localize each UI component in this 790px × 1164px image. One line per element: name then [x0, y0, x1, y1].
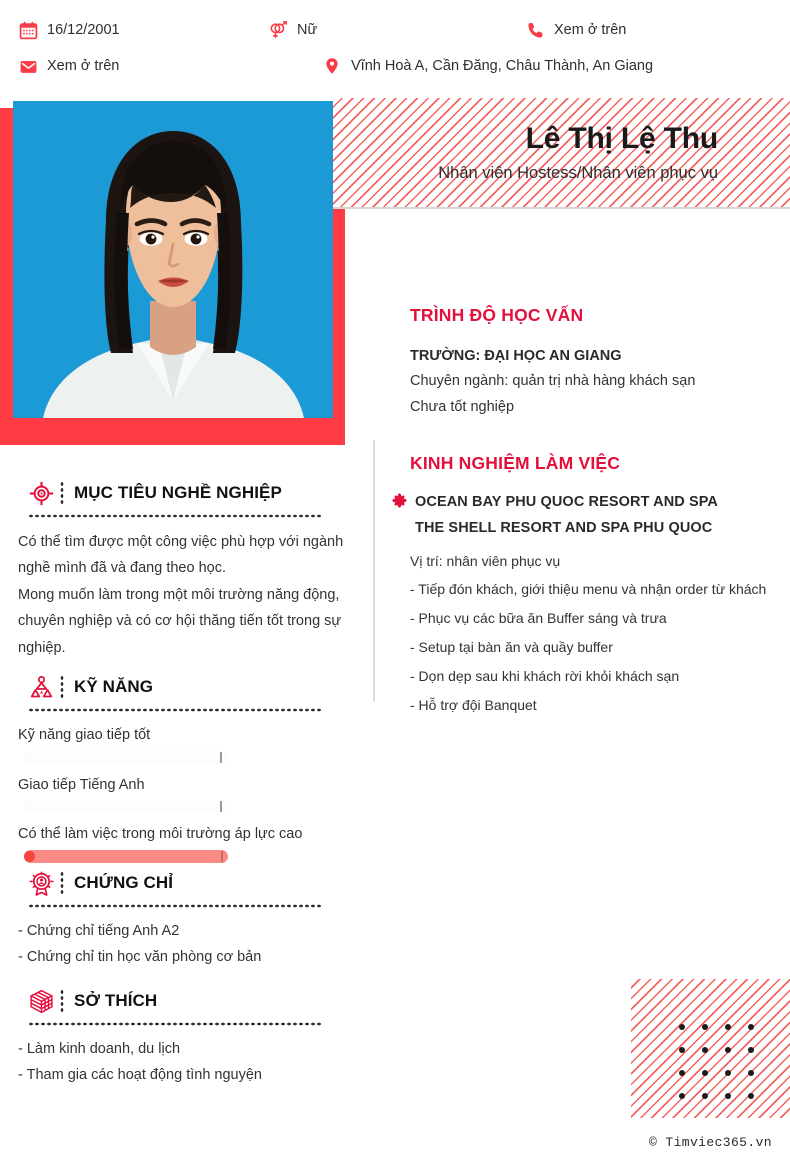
- experience-bullet: - Tiếp đón khách, giới thiệu menu và nhận order từ khách: [410, 581, 767, 598]
- certificates-heading: [18, 868, 348, 908]
- target-icon: [28, 480, 54, 506]
- experience-bullet: - Phục vụ các bữa ăn Buffer sáng và trưa: [410, 610, 667, 626]
- experience-position: Vị trí: nhân viên phục vụ: [410, 552, 561, 569]
- skill-label: Kỹ năng giao tiếp tốt: [18, 727, 151, 743]
- hobby-item: - Làm kinh doanh, du lịch: [18, 1041, 181, 1057]
- heading-dot-separator: [60, 481, 64, 506]
- heading-dotted-rule: [28, 708, 323, 712]
- experience-bullet: - Dọn dẹp sau khi khách rời khỏi khách sạn: [410, 667, 680, 684]
- heading-dot-separator: [60, 871, 64, 896]
- experience-bullet-list: [410, 577, 780, 718]
- education-status: Chưa tốt nghiệp: [410, 398, 515, 415]
- skill-progress-bar: [24, 850, 228, 863]
- certificate-item: - Chứng chỉ tiếng Anh A2: [18, 923, 180, 939]
- footer-dot-grid: [679, 1024, 755, 1100]
- education-major: Chuyên ngành: quản trị nhà hàng khách sạn: [410, 373, 696, 390]
- gender-icon: [268, 20, 288, 40]
- skills-title: KỸ NĂNG: [74, 677, 154, 696]
- objective-paragraph: Có thể tìm được một công việc phù hợp với ngành nghề mình đã và đang theo học.: [18, 534, 344, 577]
- location-icon: [322, 56, 342, 76]
- heading-dot-separator: [60, 989, 64, 1014]
- contact-address: [322, 56, 653, 76]
- hobbies-title: SỞ THÍCH: [74, 991, 158, 1010]
- skills-list: [18, 723, 348, 863]
- experience-bullet: - Hỗ trợ đội Banquet: [410, 696, 537, 713]
- skill-item: [18, 822, 348, 863]
- heading-dotted-rule: [28, 904, 323, 908]
- contact-dob-value: 16/12/2001: [47, 22, 120, 38]
- header-divider: [333, 207, 790, 209]
- education-school: TRƯỜNG: ĐẠI HỌC AN GIANG: [410, 348, 622, 364]
- flower-bullet-icon: [392, 493, 407, 513]
- experience-company-line-1: OCEAN BAY PHU QUOC RESORT AND SPA: [415, 494, 719, 510]
- avatar: [13, 101, 332, 418]
- contact-gender: [268, 20, 317, 40]
- section-hobbies: [18, 986, 348, 1089]
- section-experience: [410, 453, 780, 718]
- skill-progress-bar: [24, 751, 228, 764]
- section-education: [410, 305, 780, 420]
- footer-credit: © Timviec365.vn: [648, 1135, 772, 1150]
- section-skills: [18, 672, 348, 872]
- phone-icon: [525, 20, 545, 40]
- experience-company-line-2: THE SHELL RESORT AND SPA PHU QUOC: [415, 519, 713, 536]
- skill-label: Có thể làm việc trong môi trường áp lực cao: [18, 826, 303, 843]
- education-title: TRÌNH ĐỘ HỌC VẤN: [410, 305, 584, 325]
- heading-dot-separator: [60, 675, 64, 700]
- skill-progress-bar: [24, 800, 228, 813]
- hobbies-list: [18, 1037, 348, 1089]
- skills-icon: [28, 674, 54, 700]
- skill-item: [18, 773, 348, 814]
- mail-icon: [18, 56, 38, 76]
- heading-dotted-rule: [28, 1022, 323, 1026]
- contact-address-value: Vĩnh Hoà A, Cần Đăng, Châu Thành, An Giang: [351, 58, 654, 74]
- experience-title: KINH NGHIỆM LÀM VIỆC: [410, 453, 621, 473]
- contact-email: [18, 56, 119, 76]
- cube-icon: [28, 988, 54, 1014]
- header-text-block: [380, 122, 780, 183]
- certificate-item: - Chứng chỉ tin học văn phòng cơ bản: [18, 948, 262, 965]
- contact-phone-value: Xem ở trên: [554, 22, 627, 38]
- certificates-list: [18, 919, 348, 971]
- column-divider: [373, 440, 375, 702]
- skill-label: Giao tiếp Tiếng Anh: [18, 776, 145, 793]
- objective-heading: [18, 478, 348, 518]
- skills-heading: [18, 672, 348, 712]
- contact-gender-value: Nữ: [297, 22, 318, 38]
- calendar-icon: [18, 20, 38, 40]
- objective-title: MỤC TIÊU NGHỀ NGHIỆP: [74, 483, 282, 502]
- certificate-icon: [28, 870, 54, 896]
- contact-dob: [18, 20, 120, 40]
- contact-phone: [525, 20, 626, 40]
- contact-email-value: Xem ở trên: [47, 58, 120, 74]
- objective-paragraph: Mong muốn làm trong một môi trường năng động, chuyên nghiệp và có cơ hội thăng tiến tốt trong sự nghiệp.: [18, 586, 342, 656]
- job-title: Nhân viên Hostess/Nhân viên phục vụ: [438, 163, 718, 182]
- portrait-photo: [13, 101, 332, 418]
- page-title: Lê Thị Lệ Thu: [525, 122, 718, 155]
- experience-bullet: - Setup tại bàn ăn và quầy buffer: [410, 638, 613, 655]
- section-certificates: [18, 868, 348, 971]
- heading-dotted-rule: [28, 514, 323, 518]
- section-objective: [18, 478, 348, 661]
- objective-body: [18, 529, 348, 661]
- hobby-item: - Tham gia các hoạt động tình nguyện: [18, 1066, 262, 1083]
- hobbies-heading: [18, 986, 348, 1026]
- contact-bar: [0, 0, 790, 95]
- certificates-title: CHỨNG CHỈ: [74, 873, 174, 892]
- skill-item: [18, 723, 348, 764]
